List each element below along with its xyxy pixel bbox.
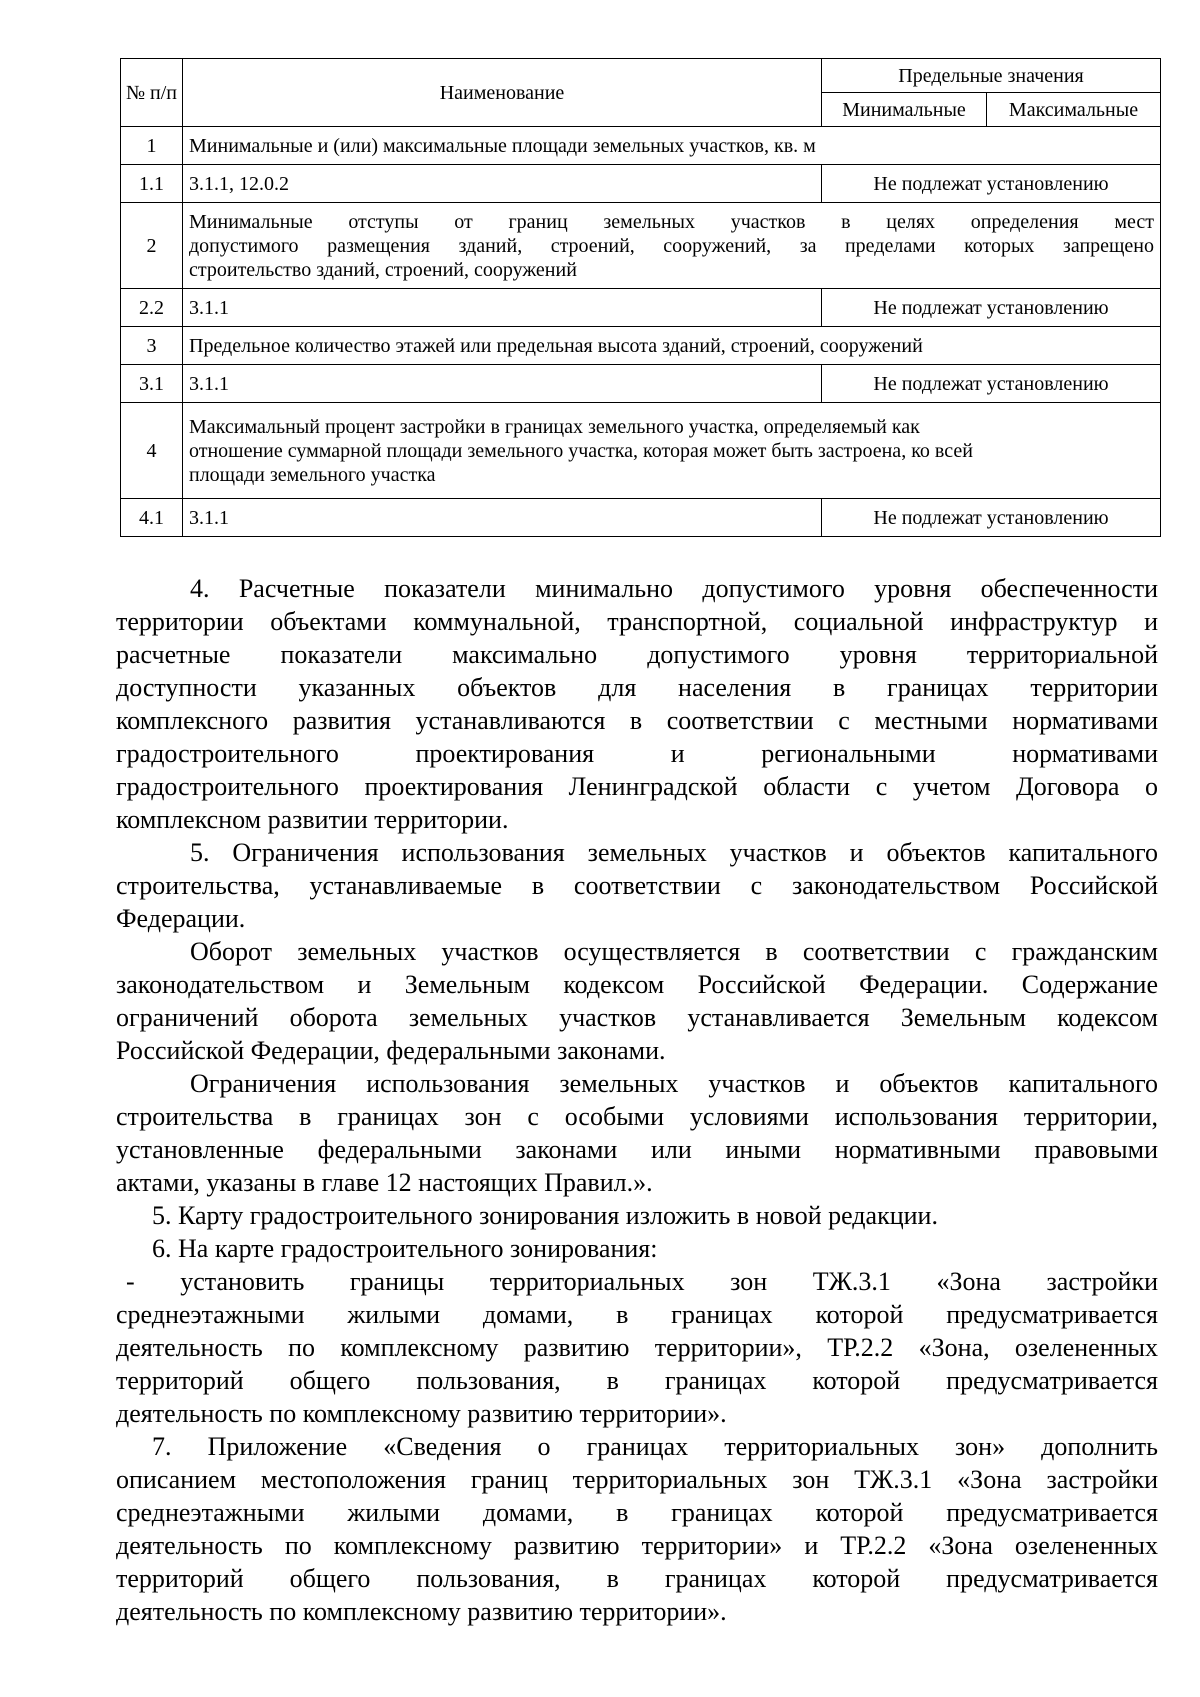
paragraph-line: 5. Карту градостроительного зонирования изложить в новой редакции. bbox=[152, 1201, 938, 1230]
paragraph-line: Ограничения использования земельных участков и объектов капитального bbox=[190, 1069, 1158, 1098]
row-text-line: площади земельного участка bbox=[189, 463, 436, 486]
paragraph-special-zones bbox=[116, 1067, 1158, 1199]
paragraph-line: установленные федеральными законами или иными нормативными правовыми bbox=[116, 1135, 1158, 1164]
paragraph-line: деятельность по комплексному развитию территории». bbox=[116, 1399, 727, 1428]
row-num: 1.1 bbox=[121, 165, 183, 203]
row-num: 4.1 bbox=[121, 499, 183, 537]
paragraph-line: строительства в границах зон с особыми условиями использования территории, bbox=[116, 1102, 1158, 1131]
row-text-line: отношение суммарной площади земельного участка, которая может быть застроена, ко всей bbox=[189, 439, 973, 462]
row-value: Не подлежат установлению bbox=[822, 499, 1161, 537]
table-row bbox=[121, 289, 1161, 327]
row-num: 2.2 bbox=[121, 289, 183, 327]
paragraph-line: деятельность по комплексному развитию территории», ТР.2.2 «Зона, озелененных bbox=[116, 1333, 1158, 1362]
paragraph-line: - установить границы территориальных зон ТЖ.3.1 «Зона застройки bbox=[126, 1267, 1158, 1296]
paragraph-line: 5. Ограничения использования земельных участков и объектов капитального bbox=[190, 838, 1158, 867]
paragraph-line: ограничений оборота земельных участков устанавливается Земельным кодексом bbox=[116, 1003, 1158, 1032]
header-min: Минимальные bbox=[822, 93, 987, 127]
row-value: Не подлежат установлению bbox=[822, 165, 1161, 203]
row-text-line: допустимого размещения зданий, строений, сооружений, за пределами которых запрещено bbox=[189, 234, 1155, 257]
row-value: Не подлежат установлению bbox=[822, 289, 1161, 327]
table-row bbox=[121, 403, 1161, 499]
row-text: Предельное количество этажей или предельная высота зданий, строений, сооружений bbox=[183, 327, 1161, 365]
paragraph-line: деятельность по комплексному развитию территории». bbox=[116, 1597, 727, 1626]
paragraph-line: 4. Расчетные показатели минимально допустимого уровня обеспеченности bbox=[190, 574, 1158, 603]
paragraph-line: территории объектами коммунальной, транспортной, социальной инфраструктур и bbox=[116, 607, 1158, 636]
limits-table bbox=[120, 58, 1161, 537]
row-text bbox=[183, 203, 1161, 289]
paragraph-line: среднеэтажными жилыми домами, в границах которой предусматривается bbox=[116, 1300, 1158, 1329]
paragraph-line: Федерации. bbox=[116, 904, 246, 933]
row-text: 3.1.1 bbox=[183, 499, 822, 537]
row-text: 3.1.1 bbox=[183, 365, 822, 403]
paragraph-line: территорий общего пользования, в границах которой предусматривается bbox=[116, 1366, 1158, 1395]
paragraph-line: 6. На карте градостроительного зонирования: bbox=[152, 1234, 658, 1263]
row-num: 3.1 bbox=[121, 365, 183, 403]
paragraph-line: градостроительного проектирования и региональными нормативами bbox=[116, 739, 1158, 768]
table-row bbox=[121, 165, 1161, 203]
table-row bbox=[121, 365, 1161, 403]
paragraph-5-restrictions bbox=[116, 836, 1158, 935]
paragraph-7-appendix bbox=[116, 1430, 1158, 1628]
row-text: 3.1.1, 12.0.2 bbox=[183, 165, 822, 203]
row-num: 2 bbox=[121, 203, 183, 289]
row-num: 4 bbox=[121, 403, 183, 499]
table-row bbox=[121, 127, 1161, 165]
paragraph-land-turnover bbox=[116, 935, 1158, 1067]
row-text-line: Максимальный процент застройки в границах земельного участка, определяемый как bbox=[189, 415, 920, 438]
table-row bbox=[121, 499, 1161, 537]
paragraph-line: 7. Приложение «Сведения о границах территориальных зон» дополнить bbox=[152, 1432, 1158, 1461]
paragraph-line: строительства, устанавливаемые в соответствии с законодательством Российской bbox=[116, 871, 1158, 900]
header-limits: Предельные значения bbox=[822, 59, 1161, 93]
paragraph-line: комплексном развитии территории. bbox=[116, 805, 509, 834]
table-row bbox=[121, 203, 1161, 289]
paragraph-line: Оборот земельных участков осуществляется в соответствии с гражданским bbox=[190, 937, 1158, 966]
header-num: № п/п bbox=[121, 59, 183, 127]
row-text: Минимальные и (или) максимальные площади земельных участков, кв. м bbox=[183, 127, 1161, 165]
paragraph-line: актами, указаны в главе 12 настоящих Правил.». bbox=[116, 1168, 653, 1197]
row-num: 1 bbox=[121, 127, 183, 165]
paragraph-line: комплексного развития устанавливаются в соответствии с местными нормативами bbox=[116, 706, 1158, 735]
table-header-row bbox=[121, 59, 1161, 93]
row-text-line: строительство зданий, строений, сооружений bbox=[189, 258, 577, 281]
paragraph-line: среднеэтажными жилыми домами, в границах которой предусматривается bbox=[116, 1498, 1158, 1527]
paragraph-line: доступности указанных объектов для населения в границах территории bbox=[116, 673, 1158, 702]
paragraph-line: территорий общего пользования, в границах которой предусматривается bbox=[116, 1564, 1158, 1593]
row-num: 3 bbox=[121, 327, 183, 365]
paragraph-line: описанием местоположения границ территориальных зон ТЖ.3.1 «Зона застройки bbox=[116, 1465, 1158, 1494]
paragraph-4-indicators bbox=[116, 572, 1158, 836]
paragraph-line: законодательством и Земельным кодексом Российской Федерации. Содержание bbox=[116, 970, 1158, 999]
paragraph-line: Российской Федерации, федеральными законами. bbox=[116, 1036, 666, 1065]
paragraph-line: деятельность по комплексному развитию территории» и ТР.2.2 «Зона озелененных bbox=[116, 1531, 1158, 1560]
row-text-line: Минимальные отступы от границ земельных участков в целях определения мест bbox=[189, 210, 1155, 233]
paragraph-5-map bbox=[116, 1199, 1158, 1232]
header-name: Наименование bbox=[183, 59, 822, 127]
paragraph-set-boundaries bbox=[116, 1265, 1158, 1430]
row-text: 3.1.1 bbox=[183, 289, 822, 327]
paragraph-6-map-zoning bbox=[116, 1232, 1158, 1265]
paragraph-line: расчетные показатели максимально допустимого уровня территориальной bbox=[116, 640, 1158, 669]
row-text bbox=[183, 403, 1161, 499]
row-value: Не подлежат установлению bbox=[822, 365, 1161, 403]
table-row bbox=[121, 327, 1161, 365]
header-max: Максимальные bbox=[987, 93, 1161, 127]
paragraph-line: градостроительного проектирования Ленинградской области с учетом Договора о bbox=[116, 772, 1158, 801]
document-body bbox=[116, 572, 1158, 1628]
